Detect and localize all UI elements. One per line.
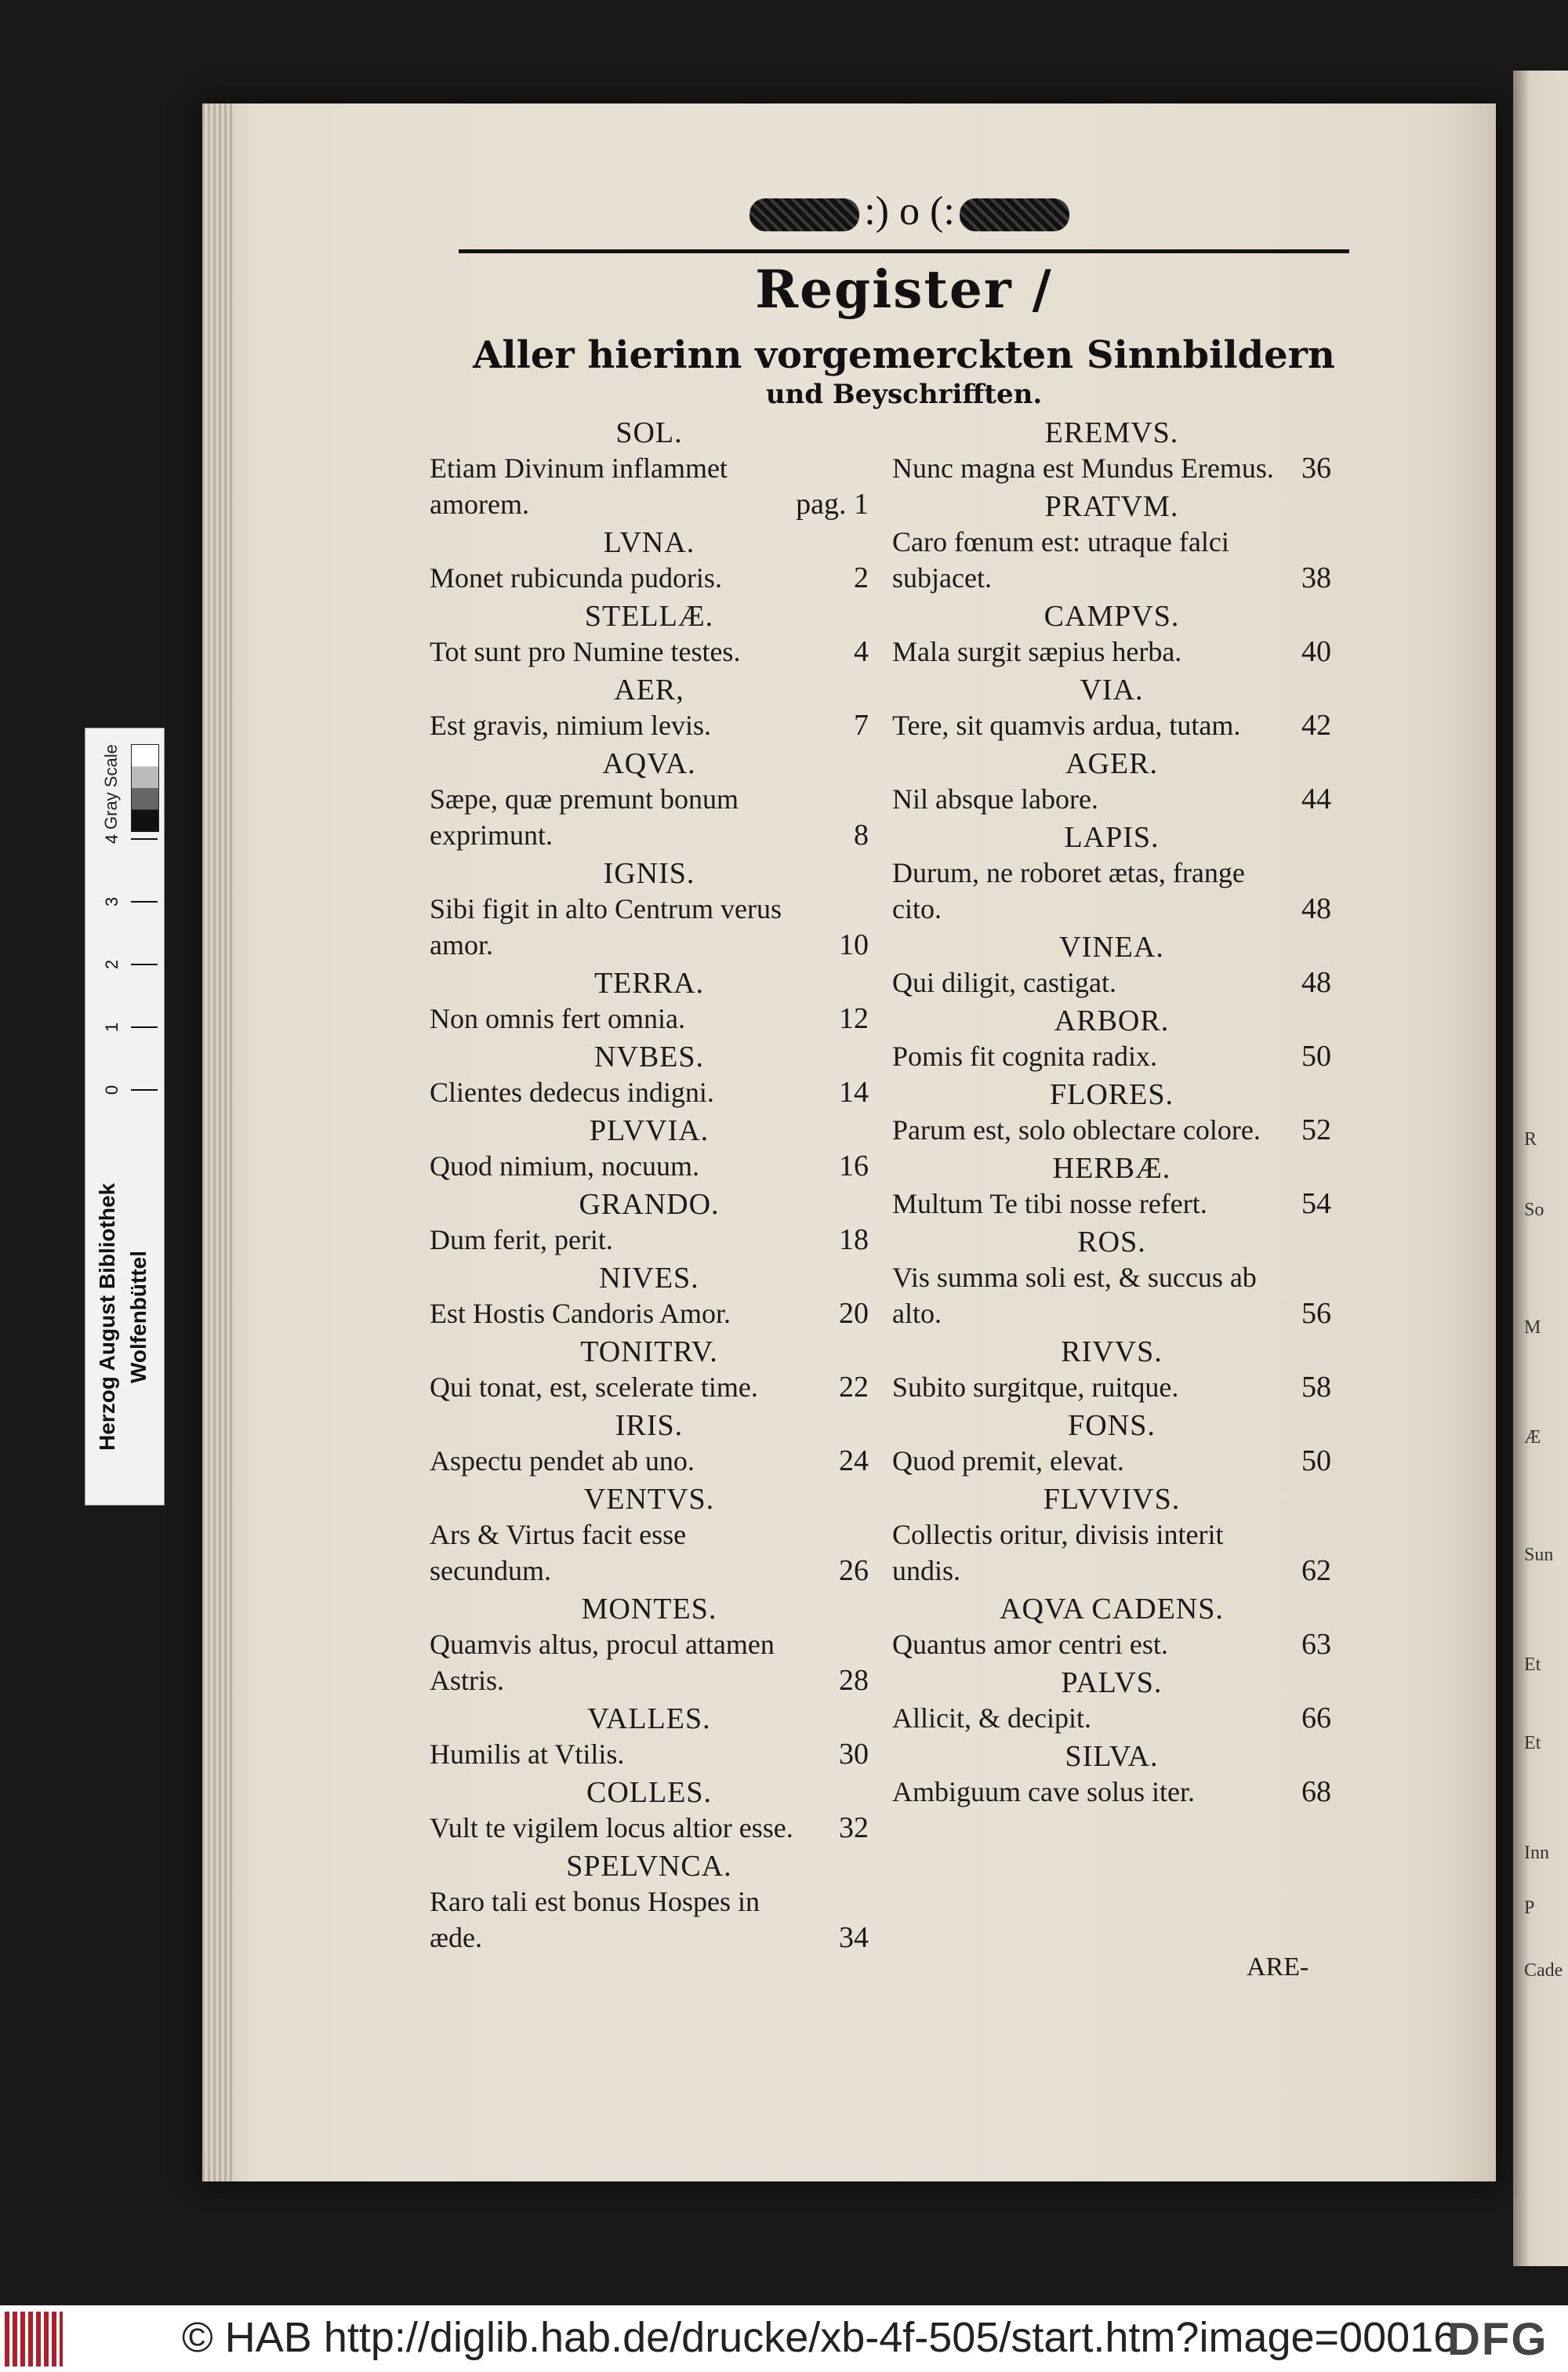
catchword: ARE- xyxy=(1247,1952,1309,1982)
entry-motto: Caro fœnum est: utraque falci subjacet. xyxy=(892,526,1229,594)
facing-page xyxy=(1513,71,1568,2266)
entry-motto: Humilis at Vtilis. xyxy=(430,1738,625,1770)
entry-motto: Vis summa soli est, & succus ab alto. xyxy=(892,1262,1257,1329)
entry-motto: Aspectu pendet ab uno. xyxy=(430,1445,695,1477)
entry-heading: VALLES. xyxy=(587,1702,711,1735)
entry-motto: Monet rubicunda pudoris. xyxy=(430,562,722,594)
facing-page-text: Et xyxy=(1524,1655,1541,1675)
register-entry xyxy=(892,1077,1331,1148)
entry-motto: Dum ferit, perit. xyxy=(430,1224,613,1255)
hab-logo-icon xyxy=(5,2312,63,2367)
entry-page-number: 4 xyxy=(854,635,869,668)
entry-heading: IGNIS. xyxy=(603,857,695,890)
facing-page-text: Et xyxy=(1524,1733,1541,1753)
entry-motto: Subito surgitque, ruitque. xyxy=(892,1371,1179,1403)
entry-motto: Qui diligit, castigat. xyxy=(892,967,1116,998)
entry-page-number: 28 xyxy=(839,1664,869,1697)
entry-motto: Quod nimium, nocuum. xyxy=(430,1150,699,1182)
entry-motto: Collectis oritur, divisis interit undis. xyxy=(892,1519,1224,1586)
header-rule xyxy=(459,249,1349,253)
entry-page-number: 54 xyxy=(1301,1187,1331,1220)
entry-heading: HERBÆ. xyxy=(1052,1152,1171,1185)
entry-page-number: 63 xyxy=(1301,1628,1331,1661)
entry-heading: COLLES. xyxy=(586,1776,713,1809)
page-title: Register / xyxy=(755,259,1053,320)
entry-motto: Mala surgit sæpius herba. xyxy=(892,636,1182,667)
entry-heading: LVNA. xyxy=(603,526,695,559)
entry-heading: TONITRV. xyxy=(580,1335,718,1368)
footer-bar xyxy=(0,2305,1568,2372)
gray-scale-patches xyxy=(131,744,159,832)
register-entry xyxy=(892,820,1331,927)
entry-page-number: 56 xyxy=(1301,1297,1331,1330)
register-entry xyxy=(430,1408,869,1479)
entry-heading: VIA. xyxy=(1080,674,1144,707)
entry-motto: Quantus amor centri est. xyxy=(892,1629,1168,1660)
register-entry xyxy=(892,1408,1331,1479)
cm-ruler xyxy=(102,834,158,1105)
entry-page-number: 66 xyxy=(1301,1702,1331,1735)
register-entry xyxy=(892,1739,1331,1810)
entry-heading: VINEA. xyxy=(1059,931,1164,964)
entry-motto: Raro tali est bonus Hospes in æde. xyxy=(430,1886,760,1953)
entry-heading: MONTES. xyxy=(581,1593,717,1626)
entry-heading: SPELVNCA. xyxy=(566,1850,732,1883)
entry-heading: FLORES. xyxy=(1050,1078,1174,1111)
page-subtitle-2: und Beyschrifften. xyxy=(765,379,1043,410)
entry-page-number: 26 xyxy=(839,1554,869,1587)
entry-motto: Qui tonat, est, scelerate time. xyxy=(430,1371,758,1403)
gray-scale-label: Gray Scale xyxy=(101,744,121,830)
entry-page-number: 58 xyxy=(1301,1371,1331,1404)
entry-heading: EREMVS. xyxy=(1044,416,1179,449)
entry-heading: NVBES. xyxy=(593,1041,705,1073)
right-column xyxy=(892,416,1331,1813)
register-entry xyxy=(430,1702,869,1772)
register-entry xyxy=(430,746,869,853)
register-entry xyxy=(892,746,1331,817)
entry-page-number: 68 xyxy=(1301,1775,1331,1808)
entry-motto: Durum, ne roboret ætas, frange cito. xyxy=(892,857,1245,924)
entry-motto: Pomis fit cognita radix. xyxy=(892,1041,1157,1072)
entry-heading: FLVVIVS. xyxy=(1043,1483,1181,1516)
ruler-tick: 2 xyxy=(131,964,158,1012)
register-entry xyxy=(430,966,869,1037)
page-subtitle: Aller hierinn vorgemerckten Sinnbildern xyxy=(473,333,1335,377)
facing-page-text: R xyxy=(1524,1129,1537,1150)
entry-motto: Parum est, solo oblectare colore. xyxy=(892,1114,1261,1146)
entry-motto: Quod premit, elevat. xyxy=(892,1445,1124,1477)
facing-page-text: Sun xyxy=(1524,1545,1554,1565)
entry-heading: FONS. xyxy=(1068,1409,1156,1442)
entry-motto: Multum Te tibi nosse refert. xyxy=(892,1188,1207,1219)
entry-page-number: 48 xyxy=(1301,966,1331,999)
entry-heading: CAMPVS. xyxy=(1044,600,1180,633)
register-entry xyxy=(430,416,869,522)
ruler-tick: 4 xyxy=(131,838,158,887)
entry-motto: Allicit, & decipit. xyxy=(892,1702,1091,1734)
entry-heading: AQVA. xyxy=(602,747,696,780)
facing-page-text: Æ xyxy=(1524,1427,1541,1448)
entry-heading: VENTVS. xyxy=(583,1483,715,1516)
register-entry xyxy=(892,1592,1331,1662)
register-entry xyxy=(430,599,869,670)
page-edge xyxy=(202,104,234,2181)
institution-label: Herzog August Bibliothek Wolfenbüttel xyxy=(95,1182,151,1451)
entry-page-number: 40 xyxy=(1301,635,1331,668)
entry-motto: Tere, sit quamvis ardua, tutam. xyxy=(892,710,1241,741)
ruler-tick: 1 xyxy=(131,1026,158,1075)
entry-heading: SOL. xyxy=(615,416,683,449)
ruler-tick: 0 xyxy=(131,1089,158,1138)
left-column xyxy=(430,416,869,1959)
ruler-tick: 3 xyxy=(131,901,158,950)
register-entry xyxy=(430,1849,869,1956)
entry-page-number: 42 xyxy=(1301,709,1331,742)
register-entry xyxy=(892,1004,1331,1074)
entry-heading: AGER. xyxy=(1065,747,1158,780)
facing-page-text: Inn xyxy=(1524,1843,1549,1863)
register-entry xyxy=(430,1113,869,1184)
entry-page-number: 52 xyxy=(1301,1113,1331,1146)
facing-page-text: Cade xyxy=(1524,1960,1563,1981)
entry-motto: Quamvis altus, procul attamen Astris. xyxy=(430,1629,775,1696)
footer-url[interactable]: © HAB http://diglib.hab.de/drucke/xb-4f-505/start.htm?image=00016 xyxy=(182,2314,1457,2361)
entry-page-number: 36 xyxy=(1301,452,1331,485)
register-entry xyxy=(892,1335,1331,1405)
header-ornament: :) o (: xyxy=(706,188,1113,235)
register-entry xyxy=(892,930,1331,1001)
entry-page-number: 50 xyxy=(1301,1040,1331,1073)
register-entry xyxy=(430,1592,869,1698)
entry-heading: SILVA. xyxy=(1065,1740,1159,1773)
entry-page-number: 30 xyxy=(839,1738,869,1771)
register-entry xyxy=(892,1225,1331,1331)
entry-heading: TERRA. xyxy=(593,967,705,1000)
entry-heading: ARBOR. xyxy=(1054,1004,1170,1037)
entry-page-number: 32 xyxy=(839,1811,869,1844)
facing-page-text: P xyxy=(1524,1898,1535,1918)
entry-motto: Nil absque labore. xyxy=(892,783,1098,815)
entry-heading: PRATVM. xyxy=(1044,490,1179,523)
register-entry xyxy=(430,1335,869,1405)
entry-motto: Est Hostis Candoris Amor. xyxy=(430,1298,731,1329)
dfg-logo: DFG xyxy=(1447,2314,1548,2365)
entry-page-number: 38 xyxy=(1301,561,1331,594)
entry-heading: ROS. xyxy=(1077,1226,1146,1259)
register-entry xyxy=(430,1482,869,1589)
entry-page-number: 62 xyxy=(1301,1554,1331,1587)
entry-motto: Sæpe, quæ premunt bonum exprimunt. xyxy=(430,783,739,851)
register-entry xyxy=(430,1775,869,1846)
register-entry xyxy=(892,416,1331,486)
entry-heading: GRANDO. xyxy=(579,1188,720,1221)
entry-heading: PALVS. xyxy=(1061,1666,1163,1699)
entry-page-number: 2 xyxy=(854,561,869,594)
register-entry xyxy=(430,673,869,743)
color-scale-card xyxy=(85,728,165,1506)
entry-motto: Tot sunt pro Numine testes. xyxy=(430,636,741,667)
entry-motto: Clientes dedecus indigni. xyxy=(430,1077,714,1108)
register-entry xyxy=(892,673,1331,743)
entry-page-number: 16 xyxy=(839,1150,869,1182)
entry-page-number: 50 xyxy=(1301,1444,1331,1477)
entry-motto: Est gravis, nimium levis. xyxy=(430,710,711,741)
register-entry xyxy=(892,1151,1331,1222)
entry-page-number: 20 xyxy=(839,1297,869,1330)
entry-page-number: 22 xyxy=(839,1371,869,1404)
entry-motto: Vult te vigilem locus altior esse. xyxy=(430,1812,793,1843)
entry-page-number: 10 xyxy=(839,928,869,961)
entry-page-number: 12 xyxy=(839,1002,869,1035)
facing-page-text: M xyxy=(1524,1317,1541,1338)
entry-motto: Sibi figit in alto Centrum verus amor. xyxy=(430,893,782,961)
entry-heading: AQVA CADENS. xyxy=(1000,1593,1224,1626)
ornament-left-icon xyxy=(750,198,859,231)
entry-page-number: 48 xyxy=(1301,892,1331,925)
register-entry xyxy=(892,1665,1331,1736)
register-entry xyxy=(430,1187,869,1258)
register-entry xyxy=(892,489,1331,596)
entry-page-number: pag. 1 xyxy=(796,488,869,521)
entry-motto: Ambiguum cave solus iter. xyxy=(892,1776,1195,1807)
entry-page-number: 14 xyxy=(839,1076,869,1109)
entry-heading: LAPIS. xyxy=(1064,821,1160,854)
entry-heading: NIVES. xyxy=(599,1262,699,1295)
entry-page-number: 44 xyxy=(1301,783,1331,815)
entry-heading: STELLÆ. xyxy=(584,600,714,633)
entry-page-number: 7 xyxy=(854,709,869,742)
register-entry xyxy=(892,1482,1331,1589)
facing-page-text: So xyxy=(1524,1200,1544,1220)
entry-motto: Ars & Virtus facit esse secundum. xyxy=(430,1519,687,1586)
register-entry xyxy=(430,525,869,596)
entry-page-number: 18 xyxy=(839,1223,869,1256)
entry-page-number: 34 xyxy=(839,1921,869,1954)
entry-heading: AER, xyxy=(614,674,684,707)
entry-heading: PLVVIA. xyxy=(589,1114,710,1147)
entry-page-number: 8 xyxy=(854,819,869,852)
entry-heading: RIVVS. xyxy=(1061,1335,1163,1368)
entry-motto: Non omnis fert omnia. xyxy=(430,1003,685,1034)
register-entry xyxy=(430,856,869,963)
ornament-right-icon xyxy=(960,198,1069,231)
entry-motto: Nunc magna est Mundus Eremus. xyxy=(892,452,1274,484)
register-entry xyxy=(430,1040,869,1110)
entry-motto: Etiam Divinum inflammet amorem. xyxy=(430,452,728,520)
entry-page-number: 24 xyxy=(839,1444,869,1477)
entry-heading: IRIS. xyxy=(615,1409,684,1442)
register-entry xyxy=(892,599,1331,670)
register-entry xyxy=(430,1261,869,1331)
